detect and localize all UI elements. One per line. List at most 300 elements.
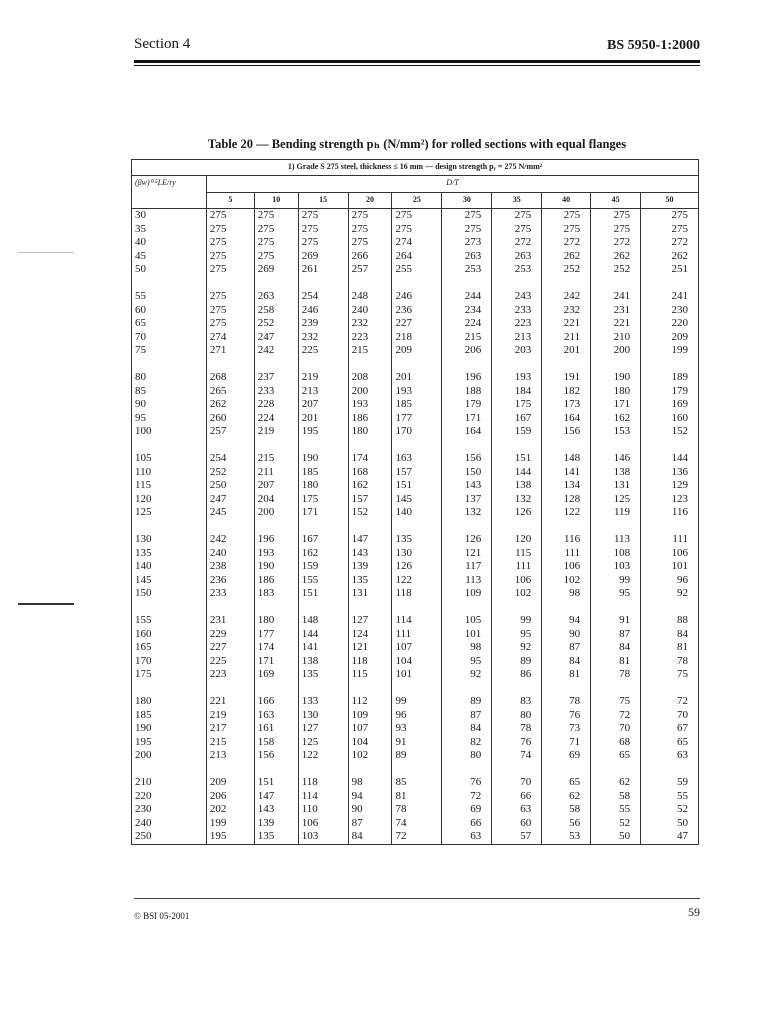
table-cell: 90 [542,628,591,642]
table-cell: 131 [591,479,641,493]
table-row [132,290,699,304]
table-cell: 166 [254,695,298,709]
table-cell: 143 [442,479,492,493]
group-spacer [132,358,699,372]
table-cell: 275 [392,209,442,223]
table-row [132,776,699,790]
column-header: 30 [442,193,492,209]
table-cell: 99 [591,574,641,588]
grade-heading: 1) Grade S 275 steel, thickness ≤ 16 mm — design strength pᵧ = 275 N/mm² [132,160,699,176]
table-cell: 95 [492,628,542,642]
table-row [132,655,699,669]
table-cell: 133 [298,695,348,709]
table-cell: 211 [254,466,298,480]
row-label: 80 [132,371,207,385]
table-cell: 99 [492,614,542,628]
table-cell: 150 [442,466,492,480]
table-cell: 246 [392,290,442,304]
table-cell: 148 [298,614,348,628]
table-cell: 71 [542,736,591,750]
table-cell: 70 [641,709,699,723]
table-cell: 264 [392,250,442,264]
table-cell: 182 [542,385,591,399]
table-cell: 91 [392,736,442,750]
table-cell: 124 [348,628,392,642]
table-cell: 273 [442,236,492,250]
table-cell: 123 [641,493,699,507]
table-row [132,412,699,426]
row-label: 135 [132,547,207,561]
column-header: 45 [591,193,641,209]
table-row [132,425,699,439]
table-cell: 91 [591,614,641,628]
table-cell: 82 [442,736,492,750]
table-cell: 106 [641,547,699,561]
table-cell: 130 [298,709,348,723]
table-cell: 234 [442,304,492,318]
table-row [132,236,699,250]
table-cell: 152 [641,425,699,439]
row-label: 120 [132,493,207,507]
table-cell: 74 [492,749,542,763]
table-cell: 254 [206,452,254,466]
table-cell: 119 [591,506,641,520]
table-cell: 238 [206,560,254,574]
table-cell: 199 [641,344,699,358]
table-cell: 228 [254,398,298,412]
table-cell: 202 [206,803,254,817]
table-row [132,817,699,831]
table-cell: 275 [254,236,298,250]
table-cell: 269 [254,263,298,277]
table-cell: 156 [542,425,591,439]
table-cell: 135 [348,574,392,588]
table-cell: 103 [591,560,641,574]
table-cell: 96 [641,574,699,588]
table-cell: 75 [591,695,641,709]
table-cell: 190 [254,560,298,574]
table-row [132,668,699,682]
table-cell: 180 [254,614,298,628]
table-cell: 275 [641,223,699,237]
table-cell: 206 [206,790,254,804]
table-cell: 115 [348,668,392,682]
table-cell: 209 [392,344,442,358]
table-cell: 168 [348,466,392,480]
table-cell: 72 [591,709,641,723]
table-cell: 185 [298,466,348,480]
table-cell: 208 [348,371,392,385]
table-cell: 122 [298,749,348,763]
table-cell: 83 [492,695,542,709]
table-cell: 233 [206,587,254,601]
table-row [132,250,699,264]
table-cell: 233 [492,304,542,318]
table-cell: 84 [542,655,591,669]
table-cell: 72 [641,695,699,709]
table-cell: 241 [591,290,641,304]
table-cell: 70 [591,722,641,736]
table-cell: 78 [392,803,442,817]
table-cell: 114 [298,790,348,804]
table-row [132,709,699,723]
table-cell: 246 [298,304,348,318]
table-cell: 215 [442,331,492,345]
table-cell: 109 [348,709,392,723]
table-cell: 229 [206,628,254,642]
table-row [132,803,699,817]
table-cell: 174 [254,641,298,655]
table-cell: 72 [442,790,492,804]
table-cell: 98 [442,641,492,655]
table-cell: 193 [254,547,298,561]
table-cell: 248 [348,290,392,304]
table-cell: 252 [542,263,591,277]
table-cell: 84 [641,628,699,642]
dt-heading: D/T [206,176,698,193]
table-row [132,790,699,804]
row-label: 165 [132,641,207,655]
table-cell: 160 [641,412,699,426]
table-cell: 223 [348,331,392,345]
table-cell: 78 [542,695,591,709]
margin-mark [18,603,74,605]
table-cell: 220 [641,317,699,331]
table-cell: 144 [492,466,542,480]
table-cell: 159 [298,560,348,574]
table-cell: 183 [254,587,298,601]
table-cell: 196 [442,371,492,385]
table-row [132,223,699,237]
table-cell: 199 [206,817,254,831]
table-cell: 55 [641,790,699,804]
table-cell: 87 [348,817,392,831]
table-cell: 94 [348,790,392,804]
row-label: 250 [132,830,207,844]
row-label: 65 [132,317,207,331]
table-cell: 144 [298,628,348,642]
table-cell: 92 [492,641,542,655]
table-cell: 59 [641,776,699,790]
table-cell: 275 [492,209,542,223]
table-cell: 193 [392,385,442,399]
table-cell: 263 [254,290,298,304]
table-cell: 116 [542,533,591,547]
table-cell: 130 [392,547,442,561]
row-label: 75 [132,344,207,358]
table-cell: 275 [206,223,254,237]
table-cell: 151 [492,452,542,466]
table-cell: 180 [348,425,392,439]
table-cell: 135 [392,533,442,547]
table-cell: 63 [442,830,492,844]
table-cell: 215 [348,344,392,358]
table-cell: 101 [641,560,699,574]
table-cell: 162 [348,479,392,493]
table-cell: 275 [348,236,392,250]
table-cell: 170 [392,425,442,439]
table-cell: 80 [442,749,492,763]
table-cell: 262 [591,250,641,264]
table-cell: 275 [254,209,298,223]
table-caption: Table 20 — Bending strength pₕ (N/mm²) for rolled sections with equal flanges [207,137,627,151]
table-cell: 95 [591,587,641,601]
table-row [132,371,699,385]
table-cell: 206 [442,344,492,358]
table-cell: 153 [591,425,641,439]
table-cell: 78 [641,655,699,669]
table-cell: 175 [492,398,542,412]
table-row [132,574,699,588]
table-cell: 263 [442,250,492,264]
table-cell: 53 [542,830,591,844]
table-row [132,344,699,358]
table-cell: 98 [542,587,591,601]
table-cell: 184 [492,385,542,399]
table-cell: 268 [206,371,254,385]
table-cell: 138 [298,655,348,669]
table-row [132,398,699,412]
table-cell: 121 [348,641,392,655]
table-cell: 81 [542,668,591,682]
table-cell: 169 [254,668,298,682]
group-spacer [132,520,699,534]
table-cell: 87 [542,641,591,655]
table-cell: 76 [492,736,542,750]
table-cell: 163 [254,709,298,723]
table-cell: 52 [591,817,641,831]
table-cell: 122 [542,506,591,520]
table-cell: 272 [492,236,542,250]
table-cell: 161 [254,722,298,736]
table-cell: 171 [591,398,641,412]
table-cell: 111 [641,533,699,547]
table-cell: 164 [442,425,492,439]
row-label: 185 [132,709,207,723]
table-cell: 269 [298,250,348,264]
table-cell: 69 [542,749,591,763]
table-cell: 156 [254,749,298,763]
table-cell: 144 [641,452,699,466]
table-cell: 58 [542,803,591,817]
table-cell: 210 [591,331,641,345]
table-cell: 89 [442,695,492,709]
table-cell: 155 [298,574,348,588]
row-label: 125 [132,506,207,520]
table-cell: 260 [206,412,254,426]
header-rule-thin [134,65,700,66]
table-cell: 107 [348,722,392,736]
table-cell: 120 [492,533,542,547]
table-cell: 232 [542,304,591,318]
table-cell: 65 [591,749,641,763]
table-cell: 66 [442,817,492,831]
table-cell: 90 [348,803,392,817]
table-cell: 247 [254,331,298,345]
table-cell: 84 [442,722,492,736]
row-label: 30 [132,209,207,223]
table-cell: 127 [348,614,392,628]
table-cell: 84 [348,830,392,844]
table-cell: 148 [542,452,591,466]
table-cell: 231 [206,614,254,628]
row-label: 105 [132,452,207,466]
table-cell: 104 [348,736,392,750]
table-cell: 275 [542,223,591,237]
table-cell: 73 [542,722,591,736]
table-cell: 89 [492,655,542,669]
footer-rule [134,898,700,899]
table-cell: 70 [492,776,542,790]
table-cell: 139 [254,817,298,831]
table-cell: 107 [392,641,442,655]
table-cell: 275 [254,250,298,264]
row-label: 100 [132,425,207,439]
table-cell: 114 [392,614,442,628]
table-cell: 275 [206,236,254,250]
table-cell: 101 [442,628,492,642]
table-cell: 81 [392,790,442,804]
table-cell: 111 [392,628,442,642]
table-cell: 162 [591,412,641,426]
table-cell: 108 [591,547,641,561]
table-cell: 159 [492,425,542,439]
table-cell: 275 [348,223,392,237]
table-cell: 231 [591,304,641,318]
table-cell: 275 [206,250,254,264]
row-label: 175 [132,668,207,682]
table-row [132,749,699,763]
table-cell: 118 [392,587,442,601]
table-cell: 163 [392,452,442,466]
table-cell: 265 [206,385,254,399]
table-cell: 78 [492,722,542,736]
table-cell: 118 [298,776,348,790]
row-label: 140 [132,560,207,574]
table-cell: 76 [542,709,591,723]
table-cell: 68 [591,736,641,750]
table-row [132,385,699,399]
row-label: 115 [132,479,207,493]
row-label: 110 [132,466,207,480]
table-cell: 151 [254,776,298,790]
table-row [132,641,699,655]
table-cell: 76 [442,776,492,790]
table-cell: 80 [492,709,542,723]
table-row [132,304,699,318]
table-cell: 200 [254,506,298,520]
table-cell: 139 [348,560,392,574]
table-cell: 221 [206,695,254,709]
table-cell: 63 [492,803,542,817]
table-cell: 93 [392,722,442,736]
table-row [132,628,699,642]
table-cell: 188 [442,385,492,399]
table-cell: 180 [298,479,348,493]
table-row [132,560,699,574]
table-cell: 275 [206,263,254,277]
table-cell: 158 [254,736,298,750]
column-header: 10 [254,193,298,209]
table-cell: 204 [254,493,298,507]
table-cell: 225 [298,344,348,358]
table-cell: 242 [206,533,254,547]
table-cell: 233 [254,385,298,399]
table-cell: 261 [298,263,348,277]
table-cell: 262 [641,250,699,264]
table-row [132,466,699,480]
row-label: 60 [132,304,207,318]
table-cell: 275 [298,236,348,250]
table-cell: 227 [206,641,254,655]
table-cell: 209 [206,776,254,790]
table-cell: 136 [641,466,699,480]
table-cell: 207 [298,398,348,412]
table-cell: 106 [298,817,348,831]
row-label: 145 [132,574,207,588]
table-cell: 56 [542,817,591,831]
table-cell: 175 [298,493,348,507]
table-cell: 180 [591,385,641,399]
table-cell: 127 [298,722,348,736]
table-cell: 62 [591,776,641,790]
column-header: 25 [392,193,442,209]
table-cell: 111 [492,560,542,574]
table-cell: 110 [298,803,348,817]
table-cell: 92 [442,668,492,682]
table-row [132,695,699,709]
table-cell: 219 [298,371,348,385]
table-cell: 171 [442,412,492,426]
table-cell: 126 [492,506,542,520]
row-label: 180 [132,695,207,709]
table-cell: 152 [348,506,392,520]
table-cell: 275 [206,317,254,331]
header-rule-thick [134,60,700,63]
table-cell: 275 [442,209,492,223]
table-cell: 215 [206,736,254,750]
table-cell: 225 [206,655,254,669]
table-cell: 213 [492,331,542,345]
table-cell: 141 [298,641,348,655]
table-cell: 129 [641,479,699,493]
table-cell: 217 [206,722,254,736]
table-cell: 219 [254,425,298,439]
table-row [132,506,699,520]
table-cell: 253 [492,263,542,277]
table-cell: 272 [591,236,641,250]
row-label: 160 [132,628,207,642]
table-cell: 126 [392,560,442,574]
table-cell: 69 [442,803,492,817]
table-cell: 242 [542,290,591,304]
table-cell: 223 [492,317,542,331]
row-label: 190 [132,722,207,736]
table-row [132,317,699,331]
table-cell: 125 [298,736,348,750]
table-cell: 275 [392,223,442,237]
table-cell: 274 [392,236,442,250]
table-cell: 101 [392,668,442,682]
table-cell: 263 [492,250,542,264]
table-cell: 275 [591,209,641,223]
table-cell: 244 [442,290,492,304]
table-cell: 203 [492,344,542,358]
table-cell: 138 [492,479,542,493]
table-cell: 200 [348,385,392,399]
row-label: 70 [132,331,207,345]
row-label: 85 [132,385,207,399]
